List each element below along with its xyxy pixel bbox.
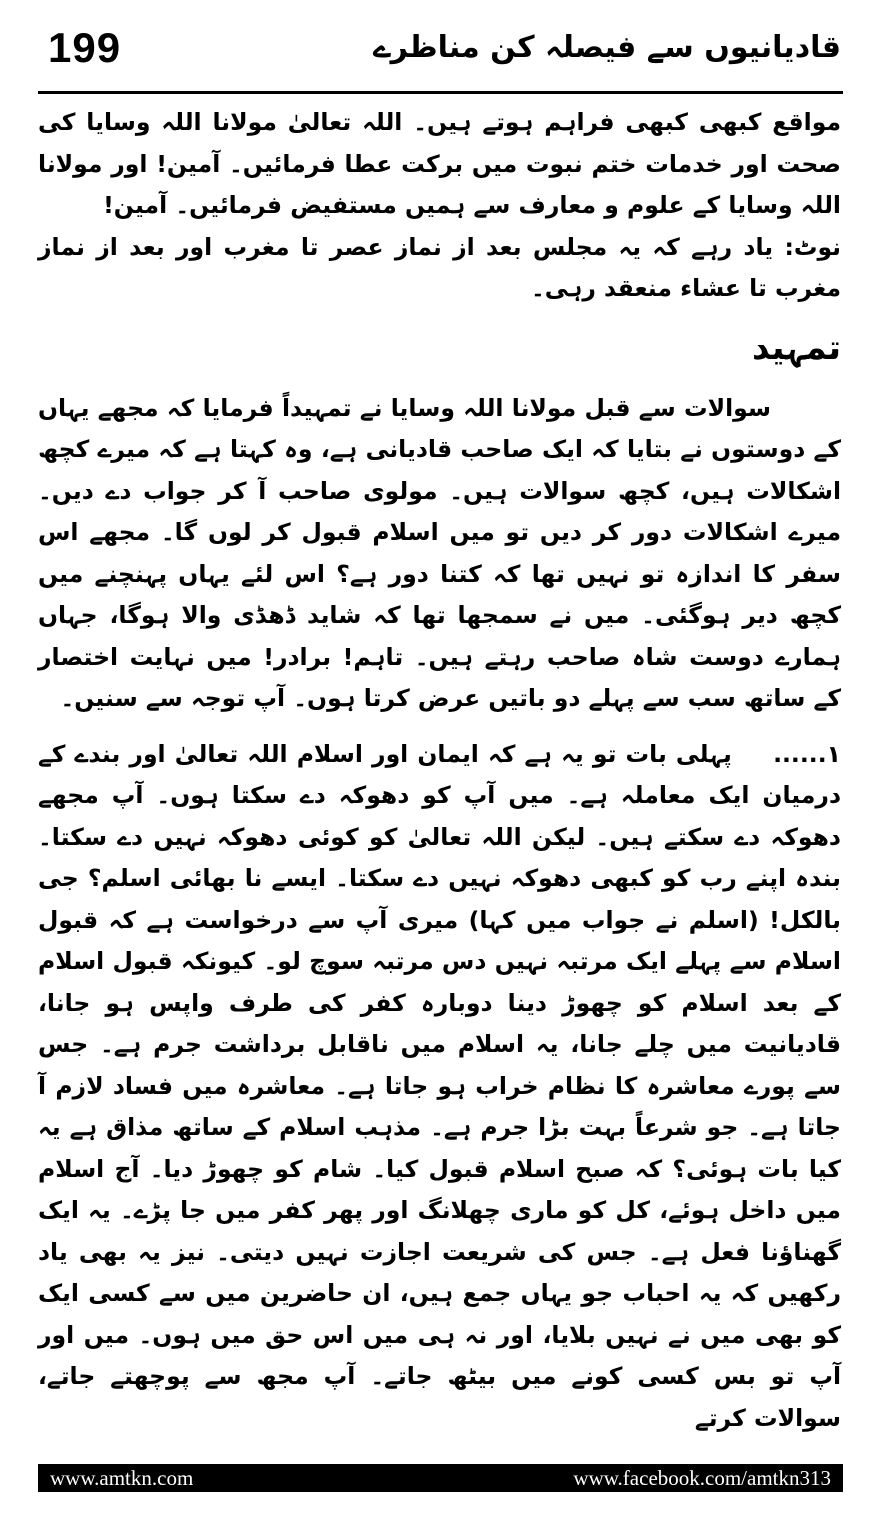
first-point-paragraph: [38, 734, 841, 1440]
point-number: ۱......: [773, 739, 841, 768]
note-label: نوٹ:: [784, 232, 842, 261]
header-divider: [38, 91, 843, 94]
note-paragraph: [38, 227, 841, 310]
section-heading: تمہید: [751, 327, 841, 368]
footer-bar: [38, 1464, 843, 1492]
footer-right-link[interactable]: www.facebook.com/amtkn313: [573, 1465, 831, 1490]
footer-left-link[interactable]: www.amtkn.com: [50, 1465, 194, 1490]
point-text: پہلی بات تو یہ ہے کہ ایمان اور اسلام اللہ تعالیٰ اور بندے کے درمیان ایک معاملہ ہے۔ میں آپ کو دھوکہ دے سکتا ہوں۔ آپ مجھے دھوکہ دے سکتے ہیں۔ لیکن اللہ تعالیٰ کو کوئی دھوکہ نہیں دے سکتا۔ بندہ اپنے رب کو کبھی دھوکہ نہیں دے سکتا۔ ایسے نا بھائی اسلم؟ جی بالکل! (اسلم نے جواب میں کہا) میری آپ سے درخواست ہے کہ قبول اسلام سے پہلے ایک مرتبہ نہیں دس مرتبہ سوچ لو۔ کیونکہ قبول اسلام کے بعد اسلام کو چھوڑ دینا دوبارہ کفر کی طرف واپس ہو جانا، قادیانیت میں چلے جانا، یہ اسلام میں ناقابل برداشت جرم ہے۔ جس سے پورے معاشرہ کا نظام خراب ہو جاتا ہے۔ معاشرہ میں فساد لازم آ جاتا ہے۔ جو شرعاً بہت بڑا جرم ہے۔ مذہب اسلام کے ساتھ مذاق ہے یہ کیا بات ہوئی؟ کہ صبح اسلام قبول کیا۔ شام کو چھوڑ دیا۔ آج اسلام میں داخل ہوئے، کل کو ماری چھلانگ اور پھر کفر میں جا پڑے۔ یہ ایک گھناؤنا فعل ہے۔ جس کی شریعت اجازت نہیں دیتی۔ نیز یہ بھی یاد رکھیں کہ یہ احباب جو یہاں جمع ہیں، ان حاضرین میں سے کسی ایک کو بھی میں نے نہیں بلایا، اور نہ ہی میں اس حق میں ہوں۔ میں اور آپ تو بس کسی کونے میں بیٹھ جاتے۔ آپ مجھ سے پوچھتے جاتے، سوالات کرتے: [38, 739, 841, 1432]
note-text: یاد رہے کہ یہ مجلس بعد از نماز عصر تا مغرب اور بعد از نماز مغرب تا عشاء منعقد رہی۔: [38, 232, 841, 302]
page-body: [38, 102, 841, 1439]
running-title: قادیانیوں سے فیصلہ کن مناظرے: [373, 30, 841, 65]
page-number: 199: [48, 24, 122, 71]
intro-paragraph: مواقع کبھی کبھی فراہم ہوتے ہیں۔ اللہ تعالیٰ مولانا اللہ وسایا کی صحت اور خدمات ختم نبوت میں برکت عطا فرمائیں۔ آمین! اور مولانا اللہ وسایا کے علوم و معارف سے ہمیں مستفیض فرمائیں۔ آمین!: [38, 108, 841, 219]
preamble-paragraph: سوالات سے قبل مولانا اللہ وسایا نے تمہیداً فرمایا کہ مجھے یہاں کے دوستوں نے بتایا کہ ایک صاحب قادیانی ہے، وہ کہتا ہے کہ میرے کچھ اشکالات ہیں، کچھ سوالات ہیں۔ مولوی صاحب آ کر جواب دے دیں۔ میرے اشکالات دور کر دیں تو میں اسلام قبول کر لوں گا۔ مجھے اس سفر کا اندازہ تو نہیں تھا کہ کتنا دور ہے؟ اس لئے یہاں پہنچنے میں کچھ دیر ہوگئی۔ میں نے سمجھا تھا کہ شاید ڈھڈی والا ہوگا، جہاں ہمارے دوست شاہ صاحب رہتے ہیں۔ تاہم! برادر! میں نہایت اختصار کے ساتھ سب سے پہلے دو باتیں عرض کرتا ہوں۔ آپ توجہ سے سنیں۔: [38, 393, 841, 712]
